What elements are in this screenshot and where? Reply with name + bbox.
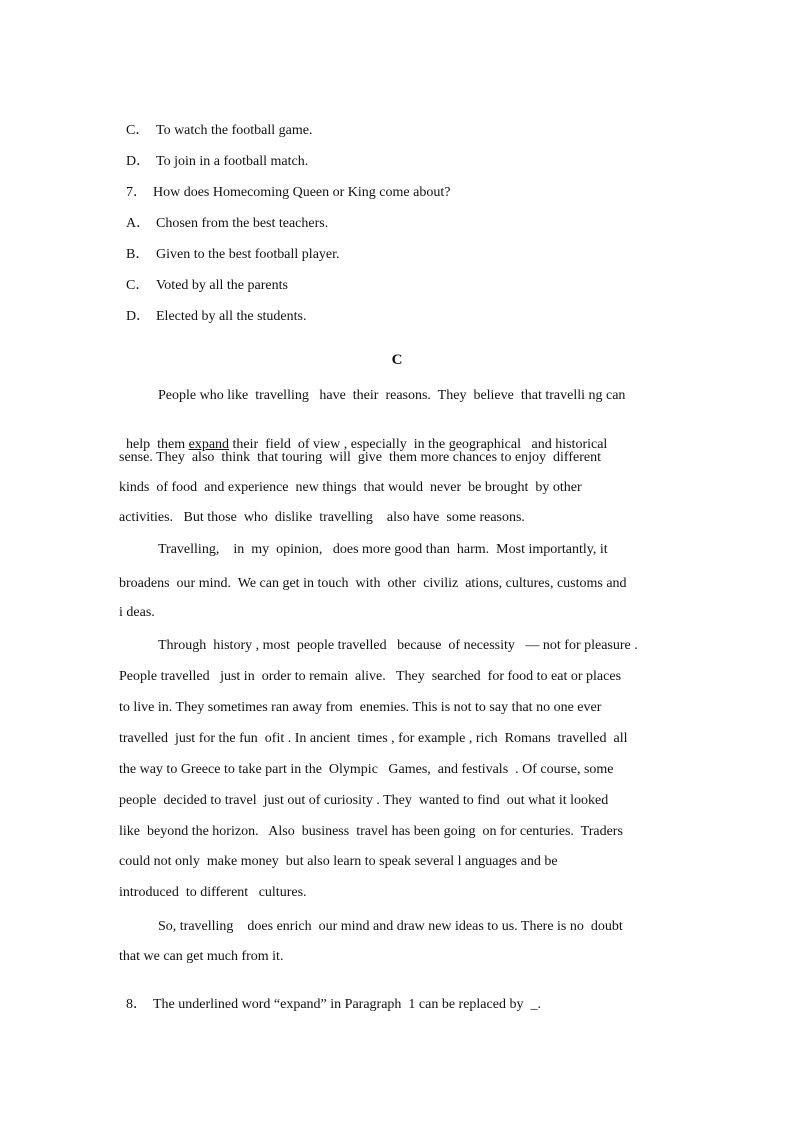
option-letter: D．	[126, 154, 151, 169]
passage-line: People who like travelling have their reasons. They believe that travelli ng can	[158, 388, 626, 403]
underlined-word: expand	[188, 437, 230, 452]
passage-line: people decided to travel just out of curiosity . They wanted to find out what it looked	[119, 793, 609, 808]
passage-line: Travelling, in my opinion, does more good than harm. Most importantly, it	[158, 542, 608, 557]
passage-line: travelled just for the fun ofit . In ancient times , for example , rich Romans travelled all	[119, 731, 628, 746]
question-text: How does Homecoming Queen or King come about?	[153, 185, 451, 200]
passage-line: to live in. They sometimes ran away from enemies. This is not to say that no one ever	[119, 700, 602, 715]
question-number: 7．	[126, 185, 147, 200]
passage-line: activities. But those who dislike travelling also have some reasons.	[119, 510, 525, 525]
passage-line: sense. They also think that touring will give them more chances to enjoy different	[119, 450, 601, 465]
question-number: 8．	[126, 997, 147, 1012]
option-text: Voted by all the parents	[156, 278, 288, 293]
option-text: Elected by all the students.	[156, 309, 307, 324]
question-8	[119, 978, 541, 1014]
option-text: To watch the football game.	[156, 123, 313, 138]
q7-option-d	[119, 290, 306, 326]
passage-line: i deas.	[119, 605, 155, 620]
passage-line: So, travelling does enrich our mind and draw new ideas to us. There is no doubt	[158, 919, 623, 934]
section-heading: C	[391, 352, 403, 368]
text-segment: their field of view , especially in the geographical and historical	[229, 437, 608, 452]
passage-line: People travelled just in order to remain alive. They searched for food to eat or places	[119, 669, 622, 684]
option-letter: C．	[126, 123, 150, 138]
passage-line: that we can get much from it.	[119, 949, 284, 964]
passage-line: like beyond the horizon. Also business travel has been going on for centuries. Traders	[119, 824, 623, 839]
option-letter: D．	[126, 309, 151, 324]
option-letter: C．	[126, 278, 150, 293]
passage-line: introduced to different cultures.	[119, 885, 307, 900]
passage-line: the way to Greece to take part in the Olympic Games, and festivals . Of course, some	[119, 762, 614, 777]
question-text: The underlined word “expand” in Paragraph 1 can be replaced by _.	[153, 997, 541, 1012]
option-text: Chosen from the best teachers.	[156, 216, 329, 231]
passage-line: could not only make money but also learn to speak several l anguages and be	[119, 854, 558, 869]
option-letter: A．	[126, 216, 151, 231]
option-text: Given to the best football player.	[156, 247, 340, 262]
passage-line: broadens our mind. We can get in touch with other civiliz ations, cultures, customs and	[119, 576, 627, 591]
passage-line: Through history , most people travelled because of necessity — not for pleasure .	[158, 638, 638, 653]
text-segment: help them	[126, 437, 189, 452]
passage-line: kinds of food and experience new things that would never be brought by other	[119, 480, 582, 495]
option-text: To join in a football match.	[156, 154, 309, 169]
option-letter: B．	[126, 247, 150, 262]
